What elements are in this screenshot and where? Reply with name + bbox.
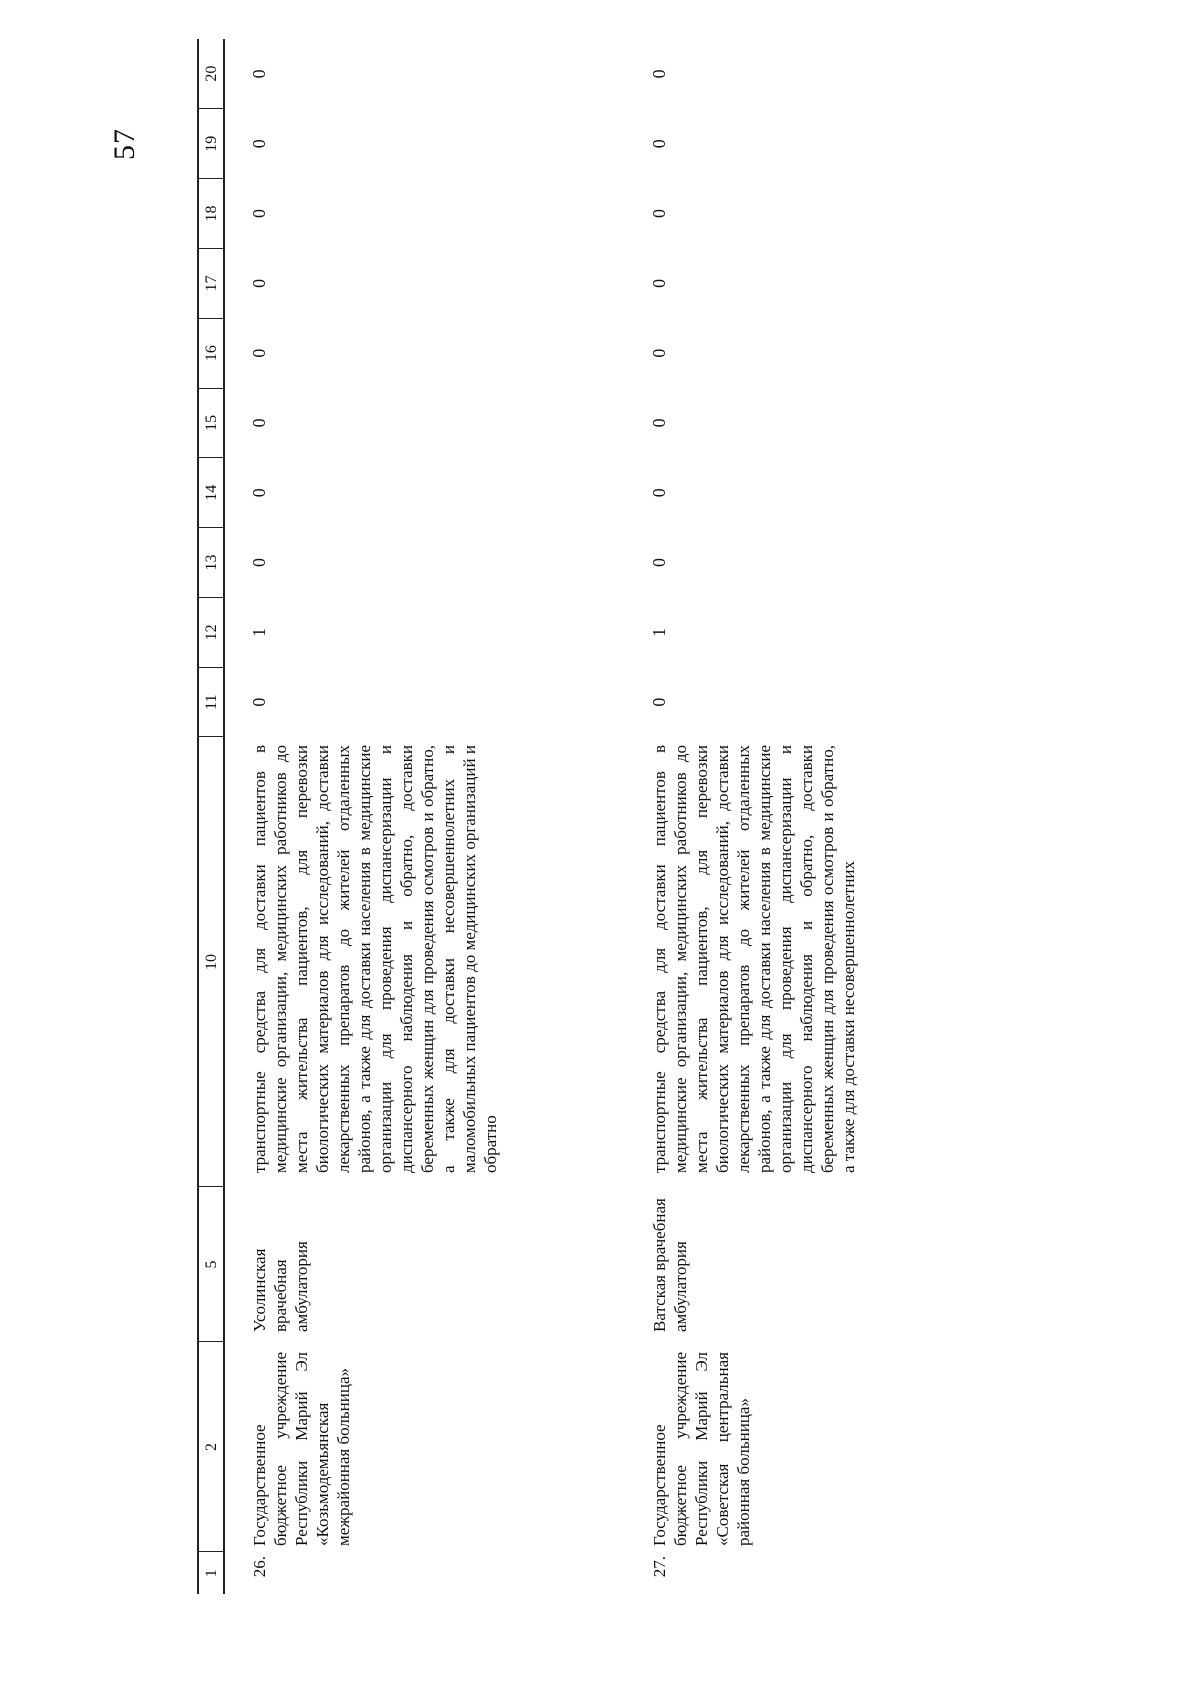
table-row [224,39,649,1594]
value-cell: 0 [249,558,269,568]
value-cell: 0 [649,488,669,498]
organization-name: Государственное бюджетное учреждение Республики Марий Эл «Советская центральная районная больница» [650,1352,753,1546]
value-cell: 0 [649,558,669,568]
value-cell: 0 [249,139,269,149]
value-cell: 0 [249,278,269,288]
header-row [198,39,224,1594]
value-cell: 0 [249,69,269,79]
column-header: 20 [198,39,224,109]
column-header: 1 [198,1552,224,1594]
value-cell: 0 [249,348,269,358]
unit-name: Усолинская врачебная амбулатория [250,1241,311,1332]
value-cell: 0 [649,69,669,79]
value-cell: 0 [649,418,669,428]
vehicle-description: транспортные средства для доставки пациентов в медицинские организации, медицинских работников до места жительства пациентов, для перевозки биологических материалов для исследований, доставки лекарственных препаратов до жителей отдаленных районов, а также для доставки населения в медицинские организации для проведения диспансеризации и диспансерного наблюдения и обратно, доставки беременных женщин для проведения осмотров и обратно, а также для доставки несовершеннолетних [650,745,858,1173]
column-header: 19 [198,109,224,179]
column-header: 15 [198,388,224,458]
column-header: 11 [198,667,224,737]
value-cell: 0 [649,697,669,707]
column-header: 12 [198,597,224,667]
data-table [197,39,859,1594]
column-header: 5 [198,1187,224,1342]
column-header: 16 [198,318,224,388]
column-header: 18 [198,179,224,249]
table-row [649,39,859,1594]
column-header: 17 [198,248,224,318]
column-header: 2 [198,1342,224,1552]
page-number: 57 [108,128,141,160]
organization-name: Государственное бюджетное учреждение Республики Марий Эл «Козьмодемьянская межрайонная больница» [250,1352,353,1546]
value-cell: 0 [649,209,669,219]
column-header: 13 [198,528,224,598]
value-cell: 1 [249,627,269,637]
unit-name: Ватская врачебная амбулатория [650,1198,690,1332]
value-cell: 0 [249,697,269,707]
value-cell: 0 [249,418,269,428]
value-cell: 0 [649,278,669,288]
value-cell: 0 [649,139,669,149]
value-cell: 0 [649,348,669,358]
vehicle-description: транспортные средства для доставки пациентов в медицинские организации, медицинских работников до места жительства пациентов, для перевозки биологических материалов для исследований, доставки лекарственных препаратов до жителей отдаленных районов, а также для доставки населения в медицинские организации для проведения диспансеризации и диспансерного наблюдения и обратно, доставки беременных женщин для проведения осмотров и обратно, а также для доставки несовершеннолетних и маломобильных пациентов до медицинских организаций и обратно [250,745,500,1173]
column-header: 14 [198,458,224,528]
row-number: 27. [650,1556,669,1578]
row-number: 26. [250,1556,269,1578]
column-header: 10 [198,737,224,1187]
value-cell: 1 [649,627,669,637]
value-cell: 0 [249,209,269,219]
value-cell: 0 [249,488,269,498]
